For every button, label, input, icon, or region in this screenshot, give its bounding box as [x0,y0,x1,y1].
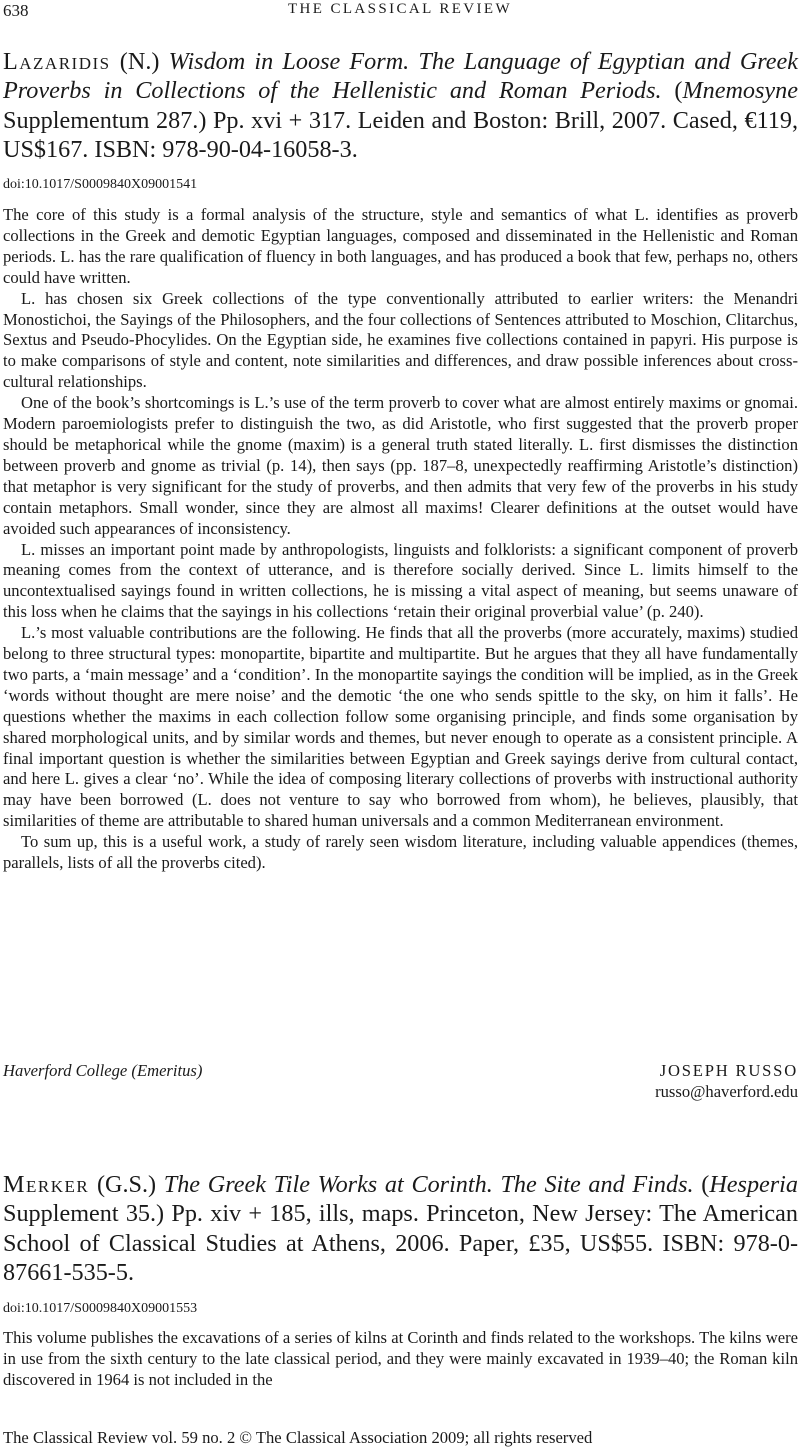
book-details: Supplementum 287.) Pp. xvi + 317. Leiden and Boston: Brill, 2007. Cased, €119, US$167. ISBN: 978-90-04-16058-3. [3,106,798,163]
reviewer-email: russo@haverford.edu [655,1082,798,1101]
paragraph: L. has chosen six Greek collections of the type conventionally attributed to earlier writers: the Menandri Monostichoi, the Sayings of the Philosophers, and the four collections of Sentences attributed to Moschion, Clitarchus, Sextus and Pseudo-Phocylides. On the Egyptian side, he examines five collections contained in papyri. His purpose is to make comparisons of style and content, note similarities and differences, and draw possible inferences about cross-cultural relationships. [3,288,798,392]
author-initials: (N.) [110,48,169,75]
review-heading: Lazaridis (N.) Wisdom in Loose Form. The Language of Egyptian and Greek Proverbs in Collections of the Hellenistic and Roman Periods. (Mnemosyne Supplementum 287.) Pp. xvi + 317. Leiden and Boston: Brill, 2007. Cased, €119, US$167. ISBN: 978-90-04-16058-3. [3,48,799,163]
paragraph: This volume publishes the excavations of a series of kilns at Corinth and finds related to the workshops. The kilns were in use from the sixth century to the late classical period, and they were mainly excavated in 1939–40; the Roman kiln discovered in 1964 is not included in the [3,1328,798,1389]
review-author: Lazaridis [3,48,111,75]
book-title: Wisdom in Loose Form. The Language of Egyptian and Greek Proverbs in Collections of the Hellenistic and Roman Periods. [3,48,799,105]
series-name: Mnemosyne [682,77,798,105]
review-author: Merker [3,1171,90,1198]
reviewer-name: JOSEPH RUSSO [659,1061,798,1080]
review-doi: doi:10.1017/S0009840X09001541 [3,177,198,192]
author-initials: (G.S.) [89,1171,164,1198]
book-details: Supplement 35.) Pp. xiv + 185, ills, maps. Princeton, New Jersey: The American School of Classical Studies at Athens, 2006. Paper, £35, US$55. ISBN: 978-0-87661-535-5. [3,1200,798,1286]
series-name: Hesperia [709,1171,798,1198]
journal-title: THE CLASSICAL REVIEW [287,1,513,17]
reviewer-affiliation: Haverford College (Emeritus) [3,1061,203,1080]
page-number: 638 [3,1,29,20]
running-head [0,1,800,23]
review-body [3,205,798,874]
paragraph: L.’s most valuable contributions are the following. He finds that all the proverbs (more accurately, maxims) studied belong to three structural types: monopartite, bipartite and multipartite. But he argues that they all have fundamentally two parts, a ‘main message’ and a ‘condition’. In the monopartite sayings the condition will be implied, as in the Greek ‘words without thought are mere noise’ and the demotic ‘the one who sends spittle to the sky, on him it falls’. He questions whether the maxims in each collection follow some organising principle, and finds some organisation by shared morphological units, and by similar words and themes, but never enough to operate as a consistent principle. A final important question is whether the similarities between Egyptian and Greek sayings derive from cultural contact, and here L. gives a clear ‘no’. While the idea of composing literary collections of proverbs with instructional authority may have been borrowed (L. does not venture to say who borrowed from whom), he believes, plausibly, that similarities of theme are attributable to shared human universals and a common Mediterranean environment. [3,623,798,831]
paragraph: The core of this study is a formal analysis of the structure, style and semantics of what L. identifies as proverb collections in the Greek and demotic Egyptian languages, composed and disseminated in the Hellenistic and Roman periods. L. has the rare qualification of fluency in both languages, and has produced a book that few, perhaps no, others could have written. [3,205,798,287]
review-heading: Merker (G.S.) The Greek Tile Works at Corinth. The Site and Finds. (Hesperia Supplement 35.) Pp. xiv + 185, ills, maps. Princeton, New Jersey: The American School of Classical Studies at Athens, 2006. Paper, £35, US$55. ISBN: 978-0-87661-535-5. [3,1171,798,1286]
review-body [3,1328,798,1391]
reviewer-signature [3,1061,798,1103]
paragraph: One of the book’s shortcomings is L.’s use of the term proverb to cover what are almost entirely maxims or gnomai. Modern paroemiologists prefer to distinguish the two, as did Aristotle, who first suggested that the proverb proper should be metaphorical while the gnome (maxim) is a general truth stated literally. L. first dismisses the distinction between proverb and gnome as trivial (p. 14), then says (pp. 187–8, unexpectedly reaffirming Aristotle’s distinction) that metaphor is very significant for the study of proverbs, and then admits that very few of the proverbs in his study contain metaphors. Small wonder, since they are almost all maxims! Clearer definitions at the outset would have avoided such appearances of inconsistency. [3,393,798,538]
book-title: The Greek Tile Works at Corinth. The Site and Finds. [163,1171,694,1198]
copyright-footer: The Classical Review vol. 59 no. 2 © The Classical Association 2009; all rights reserved [3,1428,593,1447]
paragraph: L. misses an important point made by anthropologists, linguists and folklorists: a significant component of proverb meaning comes from the context of utterance, and is therefore socially derived. Since L. limits himself to the uncontextualised sayings found in written collections, he is missing a vital aspect of meaning, but seems unaware of this loss when he claims that the sayings in his collections ‘retain their original proverbial value’ (p. 240). [3,539,798,622]
paragraph: To sum up, this is a useful work, a study of rarely seen wisdom literature, including valuable appendices (themes, parallels, lists of all the proverbs cited). [3,832,798,873]
review-doi: doi:10.1017/S0009840X09001553 [3,1301,198,1316]
